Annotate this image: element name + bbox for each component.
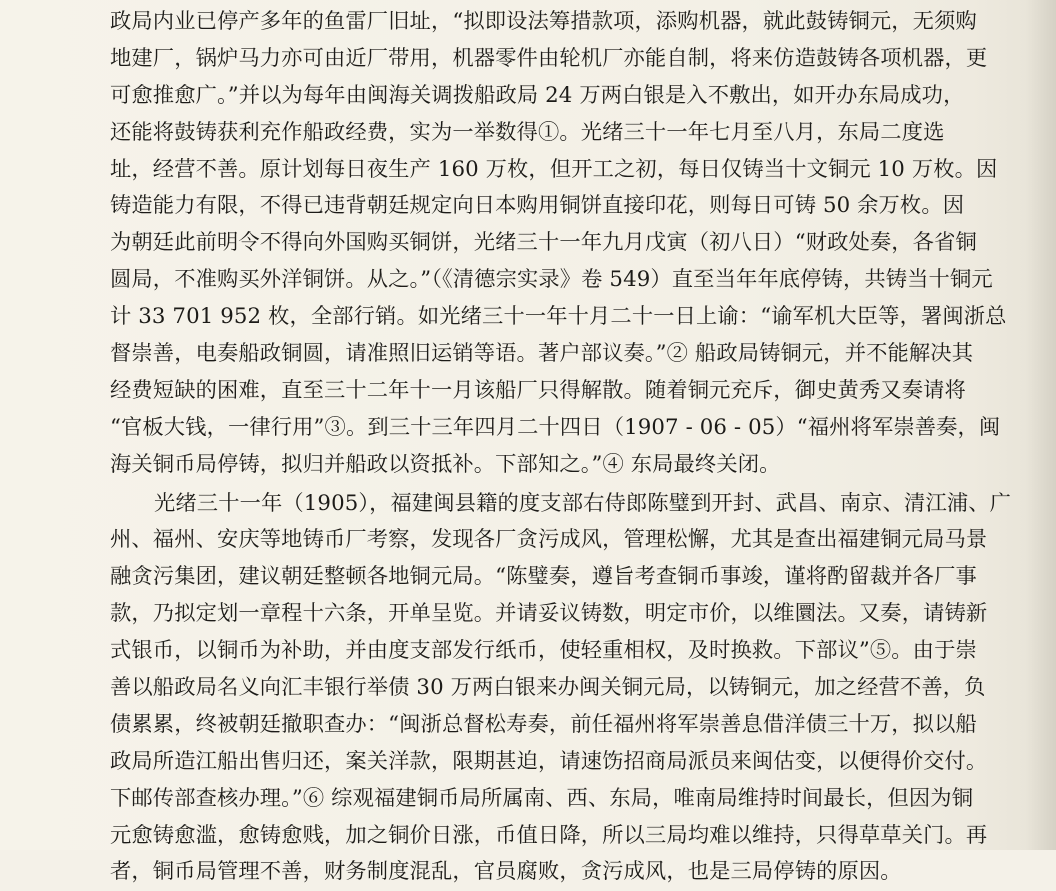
text-line: 址，经营不善。原计划每日夜生产 160 万枚，但开工之初，每日仅铸当十文铜元 10 万枚。因 (110, 156, 998, 182)
text-line: “官板大钱，一律行用”③。到三十三年四月二十四日（1907 - 06 - 05）“福州将军崇善奏，闽 (110, 414, 1001, 440)
text-line: 元愈铸愈滥，愈铸愈贱，加之铜价日涨，币值日降，所以三局均难以维持，只得草草关门。再 (110, 822, 988, 848)
text-line: 经费短缺的困难，直至三十二年十一月该船厂只得解散。随着铜元充斥，御史黄秀又奏请将 (110, 377, 966, 403)
page-gutter-shadow (1026, 0, 1056, 850)
text-line: 可愈推愈广。”并以为每年由闽海关调拨船政局 24 万两白银是入不敷出，如开办东局成功， (110, 82, 965, 108)
text-line: 地建厂，锅炉马力亦可由近厂带用，机器零件由轮机厂亦能自制，将来仿造鼓铸各项机器，更 (110, 45, 988, 71)
text-line: 款，乃拟定划一章程十六条，开单呈览。并请妥议铸数，明定市价，以维圜法。又奏，请铸新 (110, 601, 988, 627)
text-line: 为朝廷此前明令不得向外国购买铜饼，光绪三十一年九月戊寅（初八日）“财政处奏，各省铜 (110, 230, 977, 256)
text-line: 融贪污集团，建议朝廷整顿各地铜元局。“陈璧奏，遵旨考查铜币事竣，谨将酌留裁并各厂事 (110, 564, 977, 590)
text-line: 州、福州、安庆等地铸币厂考察，发现各厂贪污成风，管理松懈，尤其是查出福建铜元局马景 (110, 527, 988, 553)
body-text (110, 4, 1012, 891)
text-line: 者，铜币局管理不善，财务制度混乱，官员腐败，贪污成风，也是三局停铸的原因。 (110, 859, 902, 885)
text-line: 式银币，以铜币为补助，并由度支部发行纸币，使轻重相权，及时换救。下部议”⑤。由于崇 (110, 638, 977, 664)
text-line: 债累累，终被朝廷撤职查办：“闽浙总督松寿奏，前任福州将军崇善息借洋债三十万，拟以船 (110, 711, 977, 737)
text-line: 还能将鼓铸获利充作船政经费，实为一举数得①。光绪三十一年七月至八月，东局二度选 (110, 119, 945, 145)
text-line: 海关铜币局停铸，拟归并船政以资抵补。下部知之。”④ 东局最终关闭。 (110, 451, 781, 477)
paragraph-first-line: 光绪三十一年（1905），福建闽县籍的度支部右侍郎陈璧到开封、武昌、南京、清江浦、广 (154, 490, 1012, 516)
text-line: 铸造能力有限，不得已违背朝廷规定向日本购用铜饼直接印花，则每日可铸 50 余万枚。因 (110, 193, 965, 219)
text-line: 计 33 701 952 枚，全部行销。如光绪三十一年十月二十一日上谕：“谕军机大臣等，署闽浙总 (110, 304, 1007, 330)
text-line: 督崇善，电奏船政铜圆，请准照旧运销等语。著户部议奏。”② 船政局铸铜元，并不能解决其 (110, 341, 974, 367)
text-line: 下邮传部查核办理。”⑥ 综观福建铜币局所属南、西、东局，唯南局维持时间最长，但因为铜 (110, 785, 974, 811)
text-line: 政局内业已停产多年的鱼雷厂旧址，“拟即设法筹措款项，添购机器，就此鼓铸铜元，无须购 (110, 9, 977, 34)
text-line: 善以船政局名义向汇丰银行举债 30 万两白银来办闽关铜元局，以铸铜元，加之经营不善，负 (110, 675, 986, 701)
text-line: 政局所造江船出售归还，案关洋款，限期甚迫，请速饬招商局派员来闽估变，以便得价交付。 (110, 748, 988, 774)
text-line: 圆局，不准购买外洋铜饼。从之。”（《清德宗实录》卷 549）直至当年年底停铸，共铸当十铜元 (110, 267, 993, 293)
